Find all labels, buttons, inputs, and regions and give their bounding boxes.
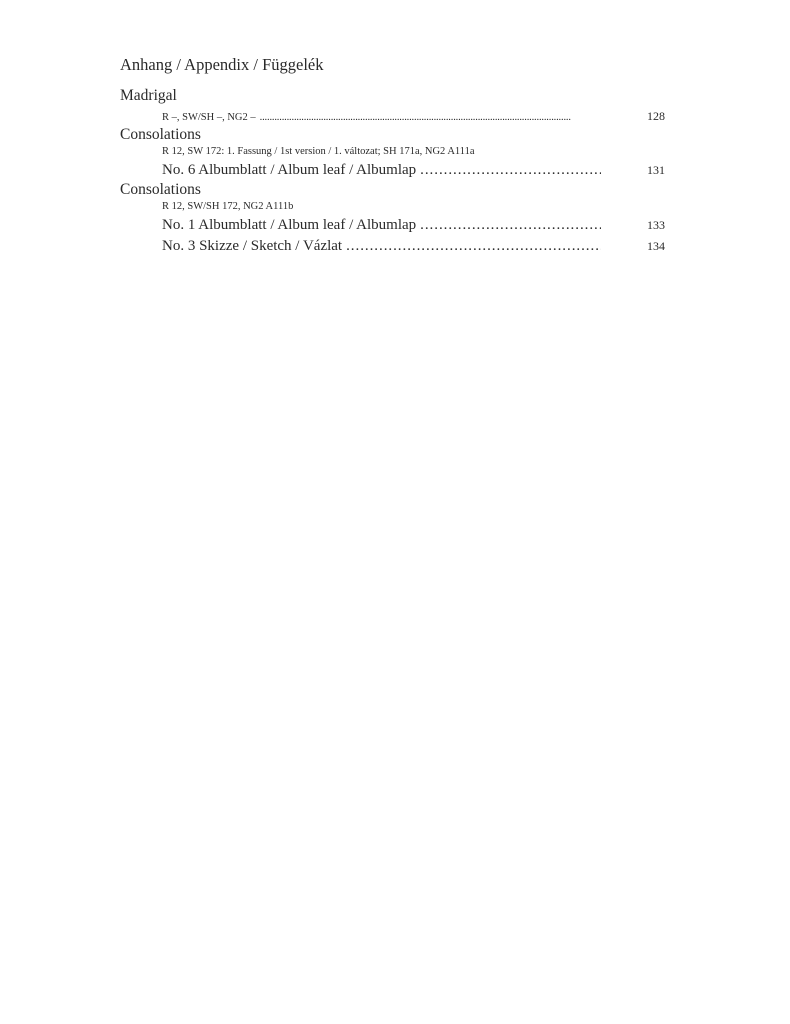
dot-leader <box>420 160 601 180</box>
table-of-contents <box>120 86 665 256</box>
page-number: 128 <box>647 109 665 123</box>
work-title-consolations-first: Consolations <box>120 126 201 143</box>
toc-line[interactable] <box>120 236 665 256</box>
appendix-heading: Anhang / Appendix / Függelék <box>120 55 324 74</box>
page-number: 131 <box>647 163 665 177</box>
page-number: 133 <box>647 218 665 232</box>
toc-line[interactable] <box>120 160 665 180</box>
dot-leader <box>260 109 601 125</box>
toc-line[interactable] <box>120 215 665 235</box>
catalog-reference: R 12, SW 172: 1. Fassung / 1st version / 1. változat; SH 171a, NG2 A111a <box>162 146 475 157</box>
dot-leader <box>420 215 601 235</box>
toc-line-label: No. 1 Albumblatt / Album leaf / Albumlap <box>162 217 417 233</box>
work-title-madrigal: Madrigal <box>120 87 177 104</box>
toc-line-label: R –, SW/SH –, NG2 – <box>162 112 256 123</box>
page-number: 134 <box>647 239 665 253</box>
toc-line[interactable] <box>120 108 665 125</box>
dot-leader <box>346 236 601 256</box>
work-title-consolations-second: Consolations <box>120 181 201 198</box>
catalog-reference: R 12, SW/SH 172, NG2 A111b <box>162 201 294 212</box>
toc-line-label: No. 3 Skizze / Sketch / Vázlat <box>162 238 343 254</box>
toc-line-label: No. 6 Albumblatt / Album leaf / Albumlap <box>162 162 417 178</box>
